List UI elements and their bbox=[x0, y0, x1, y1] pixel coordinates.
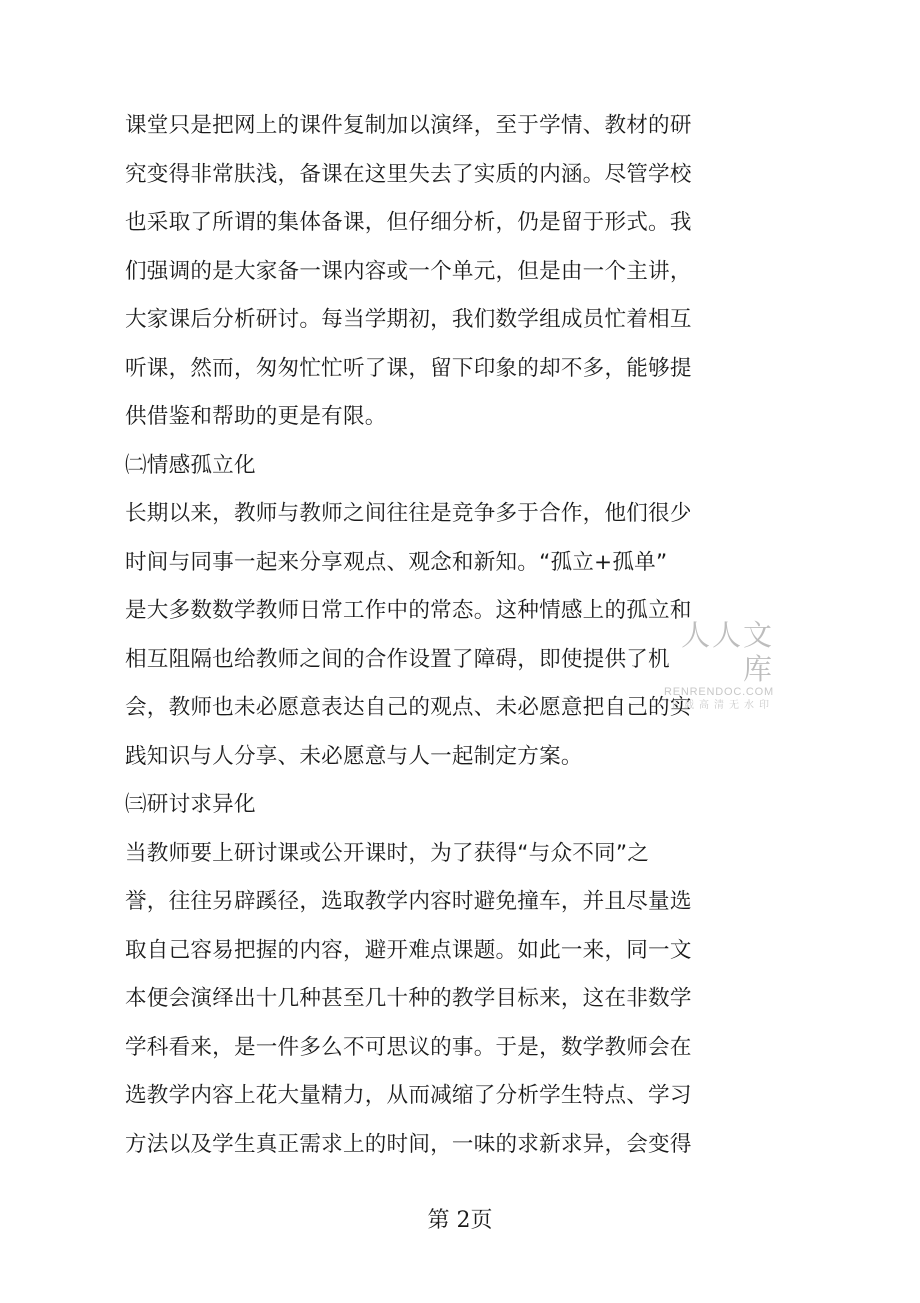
body-line: 当教师要上研讨课或公开课时，为了获得“与众不同”之 bbox=[125, 840, 650, 866]
body-line: 也采取了所谓的集体备课，但仔细分析，仍是留于形式。我 bbox=[125, 210, 692, 235]
body-line: 取自己容易把握的内容，避开难点课题。如此一来，同一文 bbox=[125, 937, 692, 963]
watermark-title: 人人文库 bbox=[680, 618, 774, 686]
document-body bbox=[125, 106, 692, 1173]
body-line: 践知识与人分享、未必愿意与人一起制定方案。 bbox=[125, 743, 583, 769]
body-line: 究变得非常肤浅，备课在这里失去了实质的内涵。尽管学校 bbox=[125, 161, 692, 187]
watermark-subtitle: 下载高清无水印 bbox=[669, 700, 774, 711]
section-heading: ㈢研讨求异化 bbox=[125, 792, 256, 817]
page-number: 第 2页 bbox=[427, 1208, 493, 1233]
body-line: 方法以及学生真正需求上的时间，一味的求新求异，会变得 bbox=[125, 1131, 692, 1157]
body-line: 选教学内容上花大量精力，从而减缩了分析学生特点、学习 bbox=[125, 1083, 692, 1108]
body-line: 本便会演绎出十几种甚至几十种的教学目标来，这在非数学 bbox=[125, 986, 692, 1011]
body-line: 供借鉴和帮助的更是有限。 bbox=[125, 404, 387, 429]
body-line: 是大多数数学教师日常工作中的常态。这种情感上的孤立和 bbox=[125, 598, 692, 623]
body-line: 时间与同事一起来分享观点、观念和新知。“孤立+孤单” bbox=[125, 549, 668, 575]
body-line: 誉，往往另辟蹊径，选取教学内容时避免撞车，并且尽量选 bbox=[125, 889, 692, 914]
watermark-url: RENRENDOC.COM bbox=[663, 686, 774, 698]
body-line: 会，教师也未必愿意表达自己的观点、未必愿意把自己的实 bbox=[125, 695, 692, 720]
section-heading: ㈡情感孤立化 bbox=[125, 452, 256, 478]
body-line: 相互阻隔也给教师之间的合作设置了障碍，即使提供了机 bbox=[125, 646, 670, 672]
body-line: 大家课后分析研讨。每当学期初，我们数学组成员忙着相互 bbox=[125, 307, 692, 332]
watermark-logo bbox=[652, 618, 774, 713]
body-line: 学科看来，是一件多么不可思议的事。于是，数学教师会在 bbox=[125, 1034, 692, 1060]
body-line: 长期以来，教师与教师之间往往是竞争多于合作，他们很少 bbox=[125, 501, 692, 526]
body-line: 课堂只是把网上的课件复制加以演绎，至于学情、教材的研 bbox=[125, 113, 692, 138]
body-line: 听课，然而，匆匆忙忙听了课，留下印象的却不多，能够提 bbox=[125, 355, 692, 381]
body-line: 们强调的是大家备一课内容或一个单元，但是由一个主讲， bbox=[125, 258, 692, 284]
